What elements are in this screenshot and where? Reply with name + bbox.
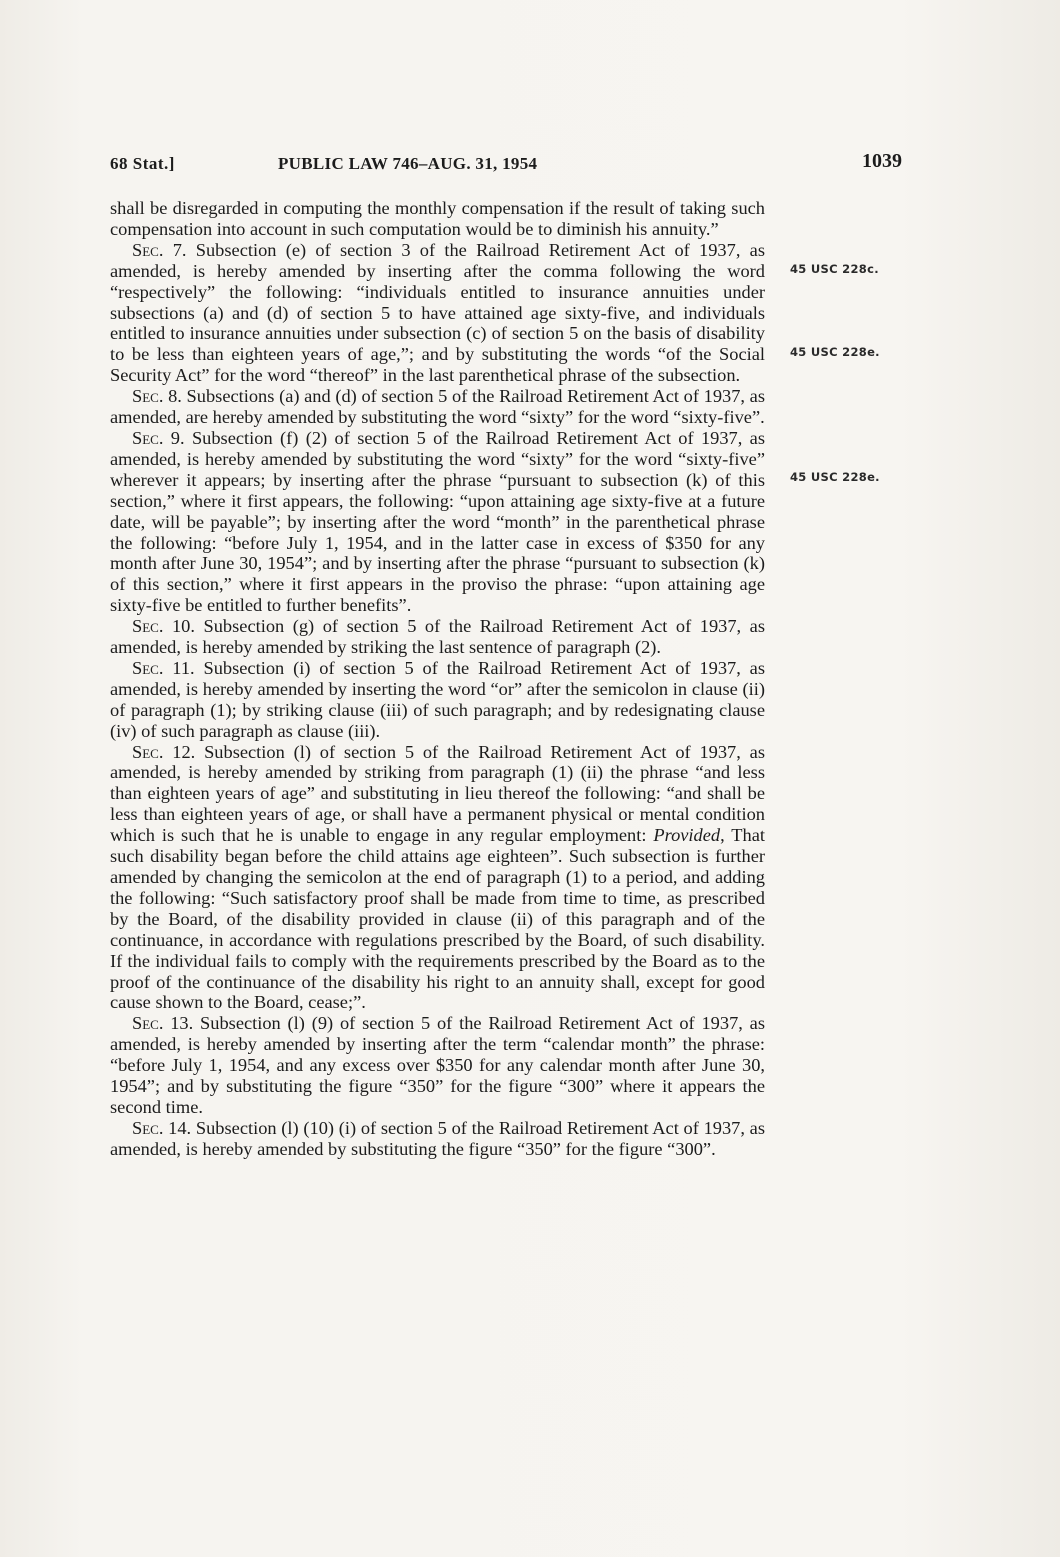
section-12: Sec. 12. Subsection (l) of section 5 of the Railroad Retirement Act of 1937, as amended, is hereby amended by striking from paragraph (1) (ii) the phrase “and less than eighteen years of age” and substituting in lieu thereof the following: “and shall be less than eighteen years of age, or shall have a permanent physical or mental condition which is such that he is unable to engage in any regular employment: Provided, That such disability began before the child attains age eighteen”. Such subsection is further amended by changing the semicolon at the end of paragraph (1) to a period, and adding the following: “Such satisfactory proof shall be made from time to time, as prescribed by the Board, of the disability provided in clause (ii) of this paragraph and of the continuance, in accordance with regulations prescribed by the Board, of such disability. If the individual fails to comply with the requirements prescribed by the Board as to the proof of the continuance of the disability his right to an annuity shall, except for good cause shown to the Board, cease;”. [110, 741, 765, 1013]
section-label: Sec. 10. [132, 616, 195, 637]
section-label: Sec. 7. [132, 239, 187, 260]
margin-citation: 45 USC 228e. [790, 470, 880, 484]
margin-citation: 45 USC 228e. [790, 345, 880, 359]
statute-volume: 68 Stat.] [110, 154, 175, 173]
page-number: 1039 [862, 150, 902, 172]
section-label: Sec. 14. [132, 1117, 192, 1138]
running-title: PUBLIC LAW 746–AUG. 31, 1954 [278, 154, 538, 173]
section-9: Sec. 9. Subsection (f) (2) of section 5 of the Railroad Retirement Act of 1937, as amended, is hereby amended by substituting the word “sixty” for the word “sixty-five” wherever it appears; by inserting after the phrase “pursuant to subsection (k) of this section,” where it first appears, the following: “upon attaining age sixty-five at a future date, will be payable”; by inserting after the word “month” in the parenthetical phrase the following: “before July 1, 1954, and in the latter case in excess of $350 for any month after June 30, 1954”; and by inserting after the phrase “pursuant to subsection (k) of this section,” where it first appears in the proviso the phrase: “upon attaining age sixty-five be entitled to further benefits”. [110, 427, 765, 616]
paragraph-continuation: shall be disregarded in computing the monthly compensation if the result of taking such compensation into account in such computation would be to diminish his annuity.” [110, 198, 765, 239]
section-14: Sec. 14. Subsection (l) (10) (i) of section 5 of the Railroad Retirement Act of 1937, as amended, is hereby amended by substituting the figure “350” for the figure “300”. [110, 1117, 766, 1159]
page-header [110, 150, 902, 180]
section-label: Sec. 8. [132, 386, 182, 407]
section-label: Sec. 12. [132, 741, 196, 762]
section-13: Sec. 13. Subsection (l) (9) of section 5 of the Railroad Retirement Act of 1937, as amended, is hereby amended by inserting after the term “calendar month” the phrase: “before July 1, 1954, and any excess over $350 for any calendar month after June 30, 1954”; and by substituting the figure “350” for the figure “300” where it appears the second time. [110, 1013, 765, 1117]
section-8: Sec. 8. Subsections (a) and (d) of section 5 of the Railroad Retirement Act of 1937, as amended, are hereby amended by substituting the word “sixty” for the word “sixty-five”. [110, 386, 765, 428]
body-text [110, 198, 765, 1160]
section-label: Sec. 11. [132, 657, 195, 678]
section-label: Sec. 9. [132, 427, 185, 448]
section-7: Sec. 7. Subsection (e) of section 3 of the Railroad Retirement Act of 1937, as amended, is hereby amended by inserting after the comma following the word “respectively” the following: “individuals entitled to insurance annuities under subsections (a) and (d) of section 5 to have attained age sixty-five, and individuals entitled to insurance annuities under subsection (c) of section 5 on the basis of disability to be less than eighteen years of age,”; and by substituting the words “of the Social Security Act” for the word “thereof” in the last parenthetical phrase of the subsection. [110, 239, 766, 386]
section-10: Sec. 10. Subsection (g) of section 5 of the Railroad Retirement Act of 1937, as amended, is hereby amended by striking the last sentence of paragraph (2). [110, 616, 766, 658]
italic-proviso: Provided [653, 825, 721, 846]
margin-citation: 45 USC 228c. [790, 262, 879, 276]
section-label: Sec. 13. [132, 1013, 194, 1034]
section-11: Sec. 11. Subsection (i) of section 5 of the Railroad Retirement Act of 1937, as amended, is hereby amended by inserting the word “or” after the semicolon in clause (ii) of paragraph (1); by striking clause (iii) of such paragraph; and by redesignating clause (iv) of such paragraph as clause (iii). [110, 657, 766, 741]
